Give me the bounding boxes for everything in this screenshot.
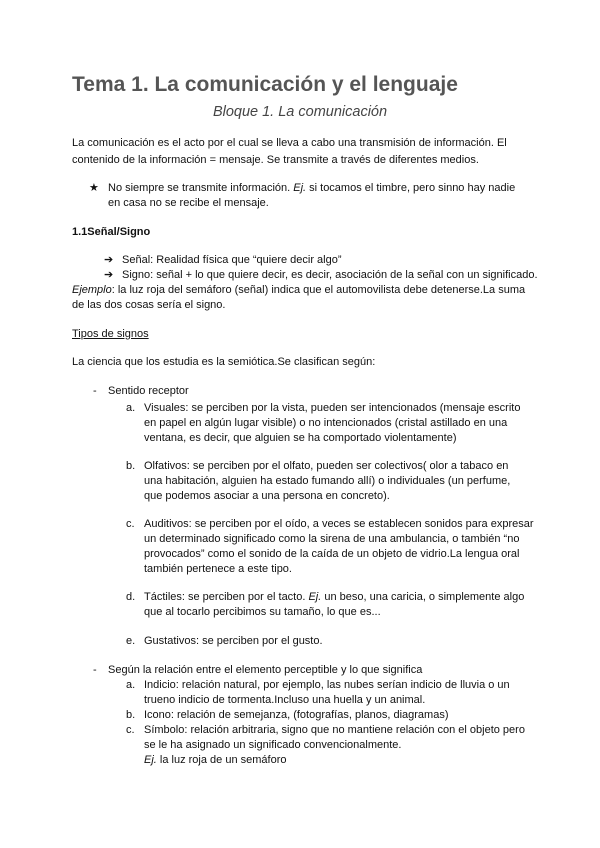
page-title: Tema 1. La comunicación y el lenguaje [72,73,458,96]
dash-bullet: - [93,385,97,397]
list-item-visuales: Visuales: se perciben por la vista, pueden ser intencionados (mensaje escrito en papel en algún lugar visible) o no intencionados (cristal astillado en una ventana, es decir, que alguien se ha comportado violentamente) [144,402,521,444]
arrow-bullet-icon: ➔ [104,269,114,281]
list-item-gustativos: Gustativos: se perciben por el gusto. [144,635,323,647]
ejemplo-paragraph: Ejemplo: la luz roja del semáforo (señal) indica que el automovilista debe detenerse.La suma de las dos cosas sería el signo. [72,284,526,311]
list-marker: c. [126,724,135,736]
list-marker: b. [126,460,136,472]
list-item-icono: Icono: relación de semejanza, (fotografías, planos, diagramas) [144,709,449,721]
list-item-tactiles: Táctiles: se perciben por el tacto. Ej. un beso, una caricia, o simplemente algo que al tocarlo percibimos su tamaño, lo que es... [144,591,525,618]
list-marker: b. [126,709,136,721]
list-marker: a. [126,402,136,414]
senal-definition: Señal: Realidad física que “quiere decir algo” [122,254,342,266]
list-marker: a. [126,679,136,691]
note-item: No siempre se transmite información. Ej. si tocamos el timbre, pero sinno hay nadie en casa no se recibe el mensaje. [108,182,516,209]
signo-definition: Signo: señal + lo que quiere decir, es decir, asociación de la señal con un significado. [122,269,538,281]
tipos-heading: Tipos de signos [72,328,149,340]
group-sentido-receptor: Sentido receptor [108,385,189,397]
list-marker: d. [126,591,136,603]
list-item-olfativos: Olfativos: se perciben por el olfato, pueden ser colectivos( olor a tabaco en una habitación, alguien ha estado fumando allí) o individuales (un perfume, que podemos asociar a una persona en concreto). [144,460,511,502]
list-marker: e. [126,635,136,647]
section-heading-senal-signo: 1.1Señal/Signo [72,226,151,238]
list-item-indicio: Indicio: relación natural, por ejemplo, las nubes serían indicio de lluvia o un trueno indicio de tormenta.Incluso una huella y un animal. [144,679,510,706]
group-relacion: Según la relación entre el elemento perceptible y lo que significa [108,664,423,676]
page-subtitle: Bloque 1. La comunicación [212,104,388,120]
tipos-intro: La ciencia que los estudia es la semiótica.Se clasifican según: [72,356,376,368]
list-marker: c. [126,518,135,530]
arrow-bullet-icon: ➔ [104,254,114,266]
intro-paragraph: La comunicación es el acto por el cual se lleva a cabo una transmisión de información. El contenido de la información = mensaje. Se transmite a través de diferentes medios. [72,137,507,166]
list-item-simbolo: Símbolo: relación arbitraria, signo que no mantiene relación con el objeto pero se le ha asignado un significado convencionalmente. Ej. la luz roja de un semáforo [144,724,525,766]
list-item-auditivos: Auditivos: se perciben por el oído, a veces se establecen sonidos para expresar un determinado significado como la sirena de una ambulancia, o también “no provocados” como el sonido de la caída de un objeto de vidrio.La lengua oral también pertenece a este tipo. [144,518,534,575]
star-bullet-icon: ★ [89,182,99,194]
dash-bullet: - [93,664,97,676]
